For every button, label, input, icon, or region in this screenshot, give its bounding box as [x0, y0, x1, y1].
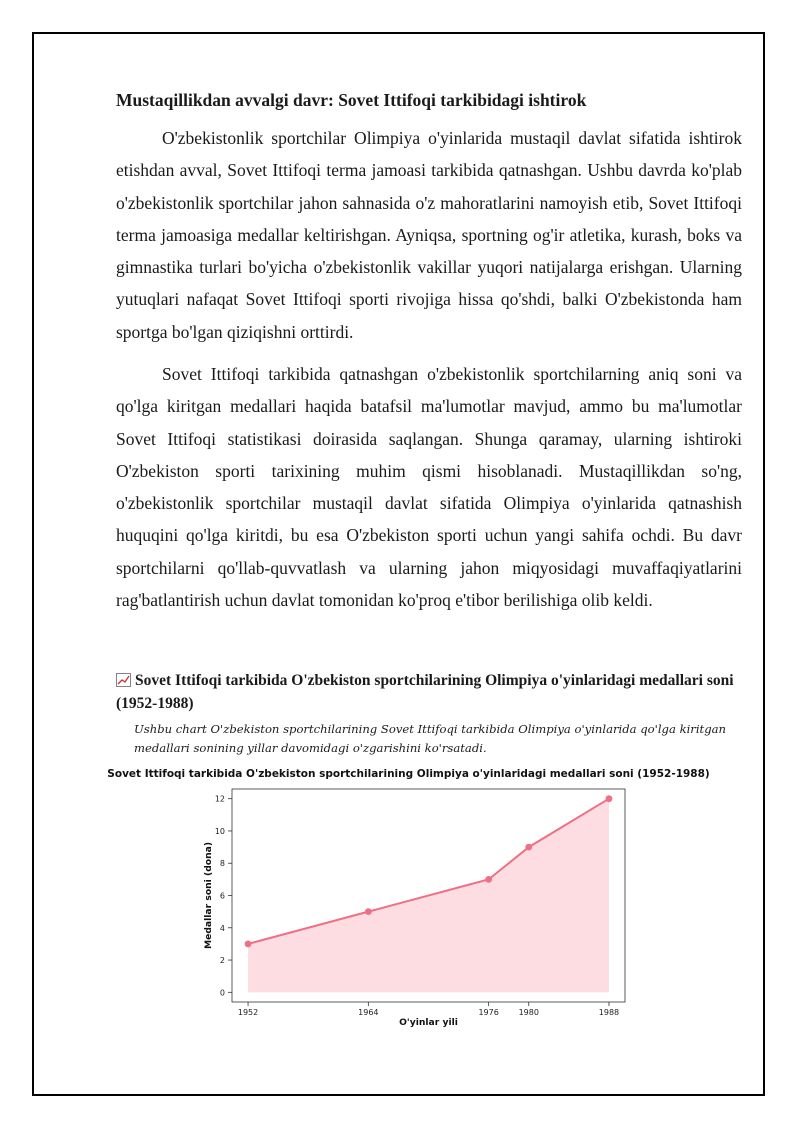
paragraph-1: O'zbekistonlik sportchilar Olimpiya o'yinlarida mustaqil davlat sifatida ishtirok etishdan avval, Sovet Ittifoqi terma jamoasi tarkibida qatnashgan. Ushbu davrda ko'plab o'zbekistonlik sportchilar jahon sahnasida o'z mahoratlarini namoyish etib, Sovet Ittifoqi terma jamoasiga medallar keltirishgan. Ayniqsa, sportning og'ir atletika, kurash, boks va gimnastika turlari bo'yicha o'zbekistonlik vakillar yuqori natijalarga erishgan. Ularning yutuqlari nafaqat Sovet Ittifoqi sporti rivojiga hissa qo'shdi, balki O'zbekistonda ham sportga bo'lgan qiziqishni orttirdi. — [116, 128, 742, 342]
y-tick-label: 6 — [219, 891, 225, 901]
figure-caption: Ushbu chart O'zbekiston sportchilarining Sovet Ittifoqi tarkibida Olimpiya o'yinlarida qo'lga kiritgan medallari sonining yillar davomidagi o'zgarishini ko'rsatadi. — [134, 722, 727, 755]
paragraph-2: Sovet Ittifoqi tarkibida qatnashgan o'zbekistonlik sportchilarning aniq soni va qo'lga kiritgan medallari haqida batafsil ma'lumotlar mavjud, ammo bu ma'lumotlar Sovet Ittifoqi statistikasi doirasida saqlangan. Shunga qaramay, ularning ishtiroki O'zbekiston sporti tarixining muhim qismi hisoblanadi. Mustaqillikdan so'ng, o'zbekistonlik sportchilar mustaqil davlat sifatida Olimpiya o'yinlarida qatnashish huquqini qo'lga kiritdi, bu esa O'zbekiston sporti uchun yangi sahifa ochdi. Bu davr sportchilarni qo'llab-quvvatlash va ularning jahon miqyosidagi muvaffaqiyatlarini rag'batlantirish uchun davlat tomonidan ko'proq e'tibor berilishiga olib keldi. — [116, 364, 742, 611]
y-tick-label: 10 — [214, 826, 225, 836]
data-point — [606, 795, 613, 802]
medals-line-chart — [107, 762, 710, 1032]
data-point — [245, 941, 252, 948]
y-tick-label: 4 — [219, 923, 225, 933]
data-point — [525, 844, 532, 851]
chart-title: Sovet Ittifoqi tarkibida O'zbekiston sportchilarining Olimpiya o'yinlaridagi medallari soni (1952-1988) — [107, 768, 710, 780]
x-tick-label: 1964 — [358, 1008, 379, 1017]
figure-heading — [116, 670, 746, 714]
x-tick-label: 1980 — [518, 1008, 539, 1017]
y-tick-label: 2 — [219, 956, 225, 966]
data-point — [365, 908, 372, 915]
section-heading: Mustaqillikdan avvalgi davr: Sovet Ittifoqi tarkibidagi ishtirok — [116, 90, 587, 110]
y-tick-label: 8 — [219, 859, 225, 869]
data-point — [485, 876, 492, 883]
y-tick-label: 0 — [219, 988, 225, 998]
figure-heading-text: Sovet Ittifoqi tarkibida O'zbekiston sportchilarining Olimpiya o'yinlaridagi medallari soni (1952-1988) — [116, 672, 734, 712]
y-axis-label: Medallar soni (dona) — [203, 841, 214, 950]
x-tick-label: 1952 — [237, 1008, 259, 1017]
chart-increasing-icon — [116, 672, 131, 693]
x-axis-label: O'yinlar yili — [399, 1017, 458, 1028]
x-tick-label: 1976 — [478, 1008, 499, 1017]
x-tick-label: 1988 — [598, 1008, 620, 1017]
y-tick-label: 12 — [214, 794, 225, 804]
